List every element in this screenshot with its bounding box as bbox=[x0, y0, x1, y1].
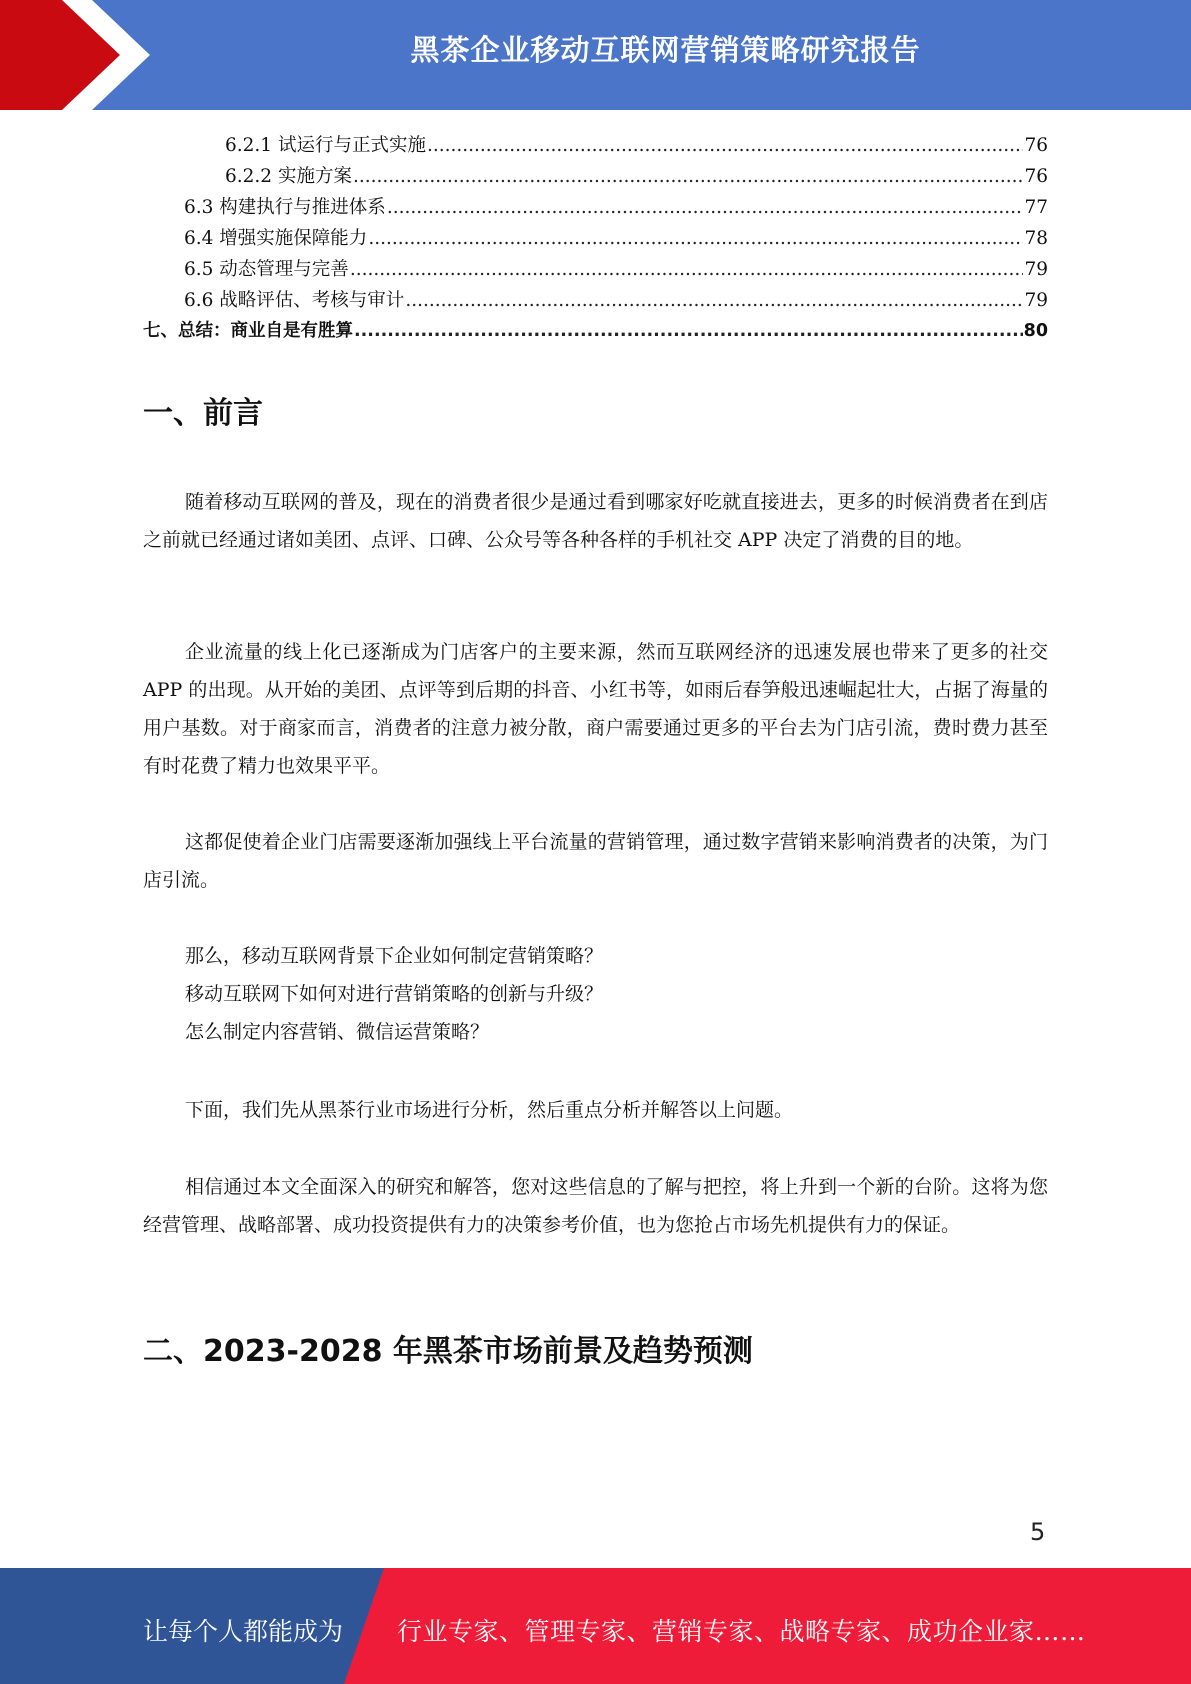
toc-leader-dots bbox=[387, 192, 1024, 223]
toc-entry-label: 6.3 构建执行与推进体系 bbox=[184, 197, 386, 218]
toc-entry-page: 77 bbox=[1024, 197, 1048, 218]
paragraph: 下面，我们先从黑茶行业市场进行分析，然后重点分析并解答以上问题。 bbox=[185, 1099, 794, 1121]
toc-entry-label: 6.2.2 实施方案 bbox=[225, 166, 352, 187]
toc-entry-page: 79 bbox=[1024, 259, 1048, 280]
question-line: 怎么制定内容营销、微信运营策略？ bbox=[185, 1021, 490, 1043]
paragraph: 这都促使着企业门店需要逐渐加强线上平台流量的营销管理，通过数字营销来影响消费者的决策，为门店引流。 bbox=[143, 831, 1048, 891]
section-heading: 一、前言 bbox=[143, 396, 263, 431]
toc-entry-page: 76 bbox=[1024, 135, 1048, 156]
toc-entry-label: 6.4 增强实施保障能力 bbox=[184, 228, 368, 249]
section-heading: 二、2023-2028 年黑茶市场前景及趋势预测 bbox=[143, 1334, 753, 1369]
toc-entry[interactable] bbox=[143, 130, 1048, 161]
toc-entry[interactable] bbox=[143, 254, 1048, 285]
paragraph: 相信通过本文全面深入的研究和解答，您对这些信息的了解与把控，将上升到一个新的台阶。这将为您经营管理、战略部署、成功投资提供有力的决策参考价值，也为您抢占市场先机提供有力的保证。 bbox=[143, 1176, 1048, 1236]
table-of-contents bbox=[143, 130, 1048, 347]
question-line: 那么，移动互联网背景下企业如何制定营销策略？ bbox=[185, 945, 604, 967]
toc-entry-label: 6.5 动态管理与完善 bbox=[184, 259, 349, 280]
toc-entry-label: 6.2.1 试运行与正式实施 bbox=[225, 135, 426, 156]
toc-entry-page: 76 bbox=[1024, 166, 1048, 187]
page-footer bbox=[0, 1568, 1191, 1684]
toc-entry[interactable] bbox=[143, 223, 1048, 254]
report-title: 黑茶企业移动互联网营销策略研究报告 bbox=[410, 33, 921, 67]
toc-entry-page: 78 bbox=[1024, 228, 1048, 249]
toc-leader-dots bbox=[350, 254, 1024, 285]
toc-leader-dots bbox=[353, 161, 1024, 192]
question-line: 移动互联网下如何对进行营销策略的创新与升级？ bbox=[185, 983, 604, 1005]
toc-leader-dots bbox=[427, 130, 1023, 161]
toc-entry-page: 79 bbox=[1024, 290, 1048, 311]
toc-leader-dots bbox=[368, 223, 1023, 254]
toc-entry-label: 七、总结：商业自是有胜算 bbox=[143, 321, 353, 341]
toc-entry[interactable] bbox=[143, 192, 1048, 223]
page-header bbox=[0, 0, 1191, 110]
paragraph: 随着移动互联网的普及，现在的消费者很少是通过看到哪家好吃就直接进去，更多的时候消费者在到店之前就已经通过诸如美团、点评、口碑、公众号等各种各样的手机社交 APP 决定了消费的目的地。 bbox=[143, 491, 1048, 551]
toc-entry[interactable] bbox=[143, 161, 1048, 192]
toc-entry[interactable] bbox=[143, 316, 1048, 347]
paragraph: 企业流量的线上化已逐渐成为门店客户的主要来源，然而互联网经济的迅速发展也带来了更多的社交 APP 的出现。从开始的美团、点评等到后期的抖音、小红书等，如雨后春笋般迅速崛起壮大，占据了海量的用户基数。对于商家而言，消费者的注意力被分散，商户需要通过更多的平台去为门店引流，费时费力甚至有时花费了精力也效果平平。 bbox=[143, 641, 1048, 777]
footer-slogan-left: 让每个人都能成为 bbox=[143, 1617, 344, 1646]
footer-slogan-right: 行业专家、管理专家、营销专家、战略专家、成功企业家…… bbox=[397, 1617, 1086, 1646]
toc-entry[interactable] bbox=[143, 285, 1048, 316]
page-number: 5 bbox=[1030, 1518, 1046, 1546]
toc-entry-page: 80 bbox=[1023, 321, 1048, 341]
toc-leader-dots bbox=[354, 316, 1023, 347]
toc-entry-label: 6.6 战略评估、考核与审计 bbox=[184, 290, 405, 311]
toc-leader-dots bbox=[405, 285, 1023, 316]
